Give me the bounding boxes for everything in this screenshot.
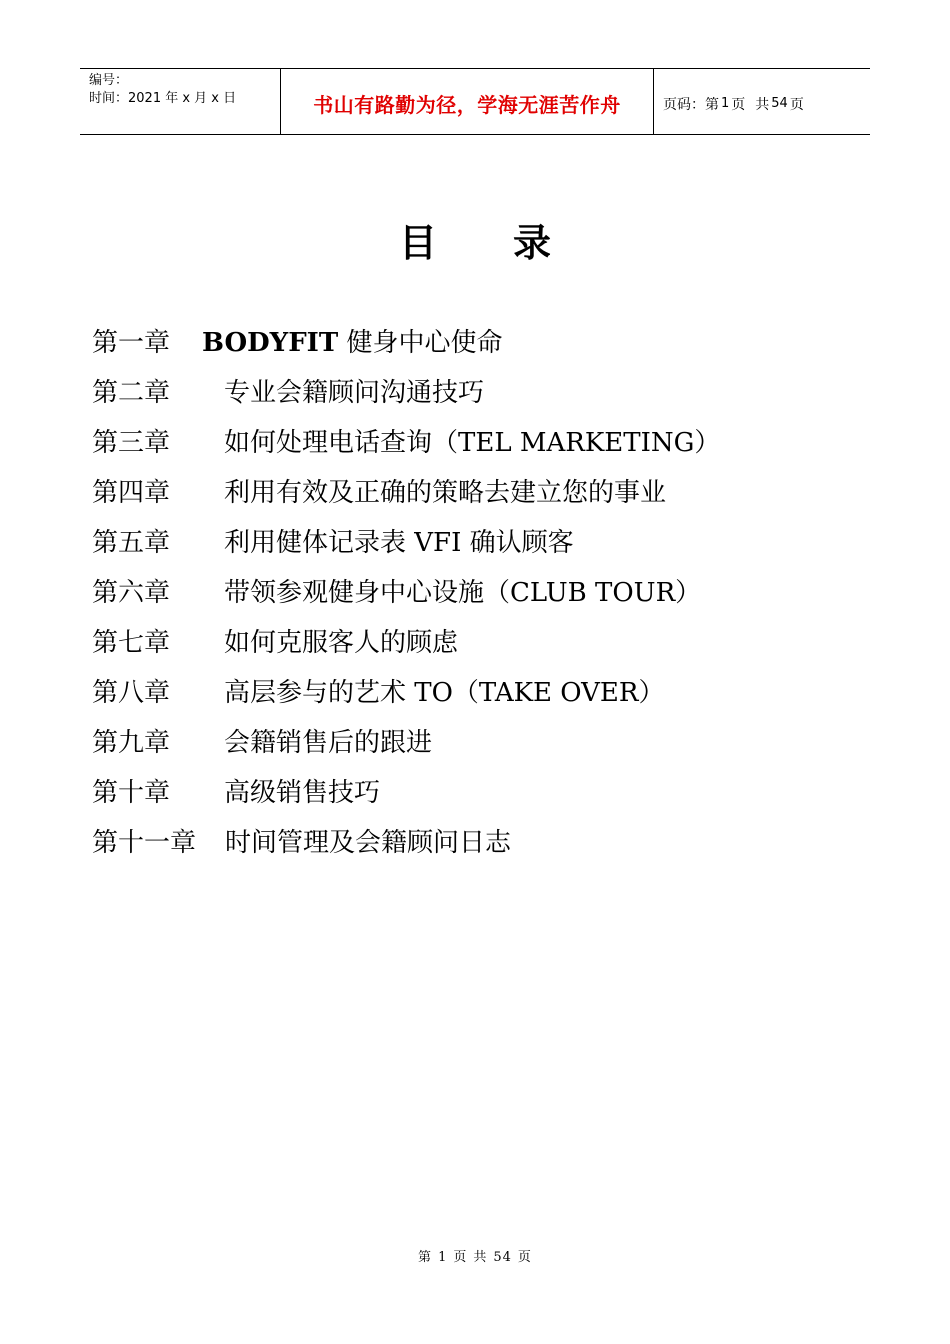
toc-chapter-title: 利用有效及正确的策略去建立您的事业 (224, 478, 667, 508)
footer-mid: 页 (453, 1250, 468, 1265)
toc-chapter-title: 带领参观健身中心设施（CLUB TOUR） (224, 578, 702, 608)
header-meta-cell (80, 69, 281, 134)
toc-chapter-number: 第一章 (92, 328, 171, 358)
toc-chapter-title: 如何处理电话查询（TEL MARKETING） (224, 428, 721, 458)
toc-title-text: 健身中心使命 (338, 328, 503, 358)
toc-chapter-title: 利用健体记录表 VFI 确认顾客 (224, 528, 574, 558)
toc-entry[interactable] (92, 468, 892, 518)
header-number-label: 编号： (89, 73, 129, 88)
toc-chapter-number: 第十一章 (92, 828, 197, 858)
toc-chapter-number: 第二章 (92, 378, 171, 408)
toc-chapter-title (202, 318, 502, 368)
toc-chapter-title: 会籍销售后的跟进 (224, 728, 433, 758)
page-footer (0, 1246, 950, 1265)
header-page-suffix: 页 (789, 96, 804, 113)
footer-suffix: 页 (517, 1250, 532, 1265)
document-header (80, 68, 870, 135)
toc-chapter-number: 第四章 (92, 478, 171, 508)
toc-entry[interactable] (92, 718, 892, 768)
toc-entry[interactable] (92, 668, 892, 718)
header-page-cell (654, 69, 870, 134)
toc-chapter-number: 第七章 (92, 628, 171, 658)
footer-page-current: 1 (438, 1250, 448, 1265)
header-motto: 书山有路勤为径，学海无涯苦作舟 (313, 93, 621, 117)
toc-entry[interactable] (92, 768, 892, 818)
header-page-current: 1 (721, 96, 730, 111)
header-page-mid: 页 (731, 96, 746, 113)
footer-total-prefix: 共 (473, 1250, 488, 1265)
toc-entry[interactable] (92, 368, 892, 418)
footer-page-total: 54 (493, 1250, 512, 1265)
toc-chapter-title: 高层参与的艺术 TO（TAKE OVER） (224, 678, 665, 708)
toc-entry[interactable] (92, 568, 892, 618)
toc-chapter-number: 第十章 (92, 778, 171, 808)
header-page-total: 54 (771, 96, 788, 111)
table-of-contents (92, 318, 892, 868)
toc-chapter-number: 第三章 (92, 428, 171, 458)
toc-entry[interactable] (92, 518, 892, 568)
toc-title (0, 218, 950, 268)
header-motto-cell (281, 69, 654, 134)
toc-title-char-1: 目 (398, 220, 437, 265)
toc-entry[interactable] (92, 318, 892, 368)
footer-prefix: 第 (418, 1250, 433, 1265)
toc-chapter-title: 如何克服客人的顾虑 (224, 628, 459, 658)
toc-entry[interactable] (92, 618, 892, 668)
toc-chapter-title: 专业会籍顾问沟通技巧 (224, 378, 485, 408)
toc-chapter-title: 高级销售技巧 (224, 778, 381, 808)
header-page-prefix: 页码：第 (663, 96, 719, 113)
toc-chapter-number: 第九章 (92, 728, 171, 758)
header-page-total-prefix: 共 (755, 96, 770, 113)
toc-chapter-title: 时间管理及会籍顾问日志 (225, 828, 512, 858)
toc-chapter-number: 第八章 (92, 678, 171, 708)
toc-entry[interactable] (92, 418, 892, 468)
toc-chapter-number: 第六章 (92, 578, 171, 608)
toc-title-char-2: 录 (513, 220, 552, 265)
toc-brand: BODYFIT (202, 328, 339, 358)
toc-entry[interactable] (92, 818, 892, 868)
toc-chapter-number: 第五章 (92, 528, 171, 558)
header-time-label: 时间：2021 年 x 月 x 日 (89, 91, 237, 106)
